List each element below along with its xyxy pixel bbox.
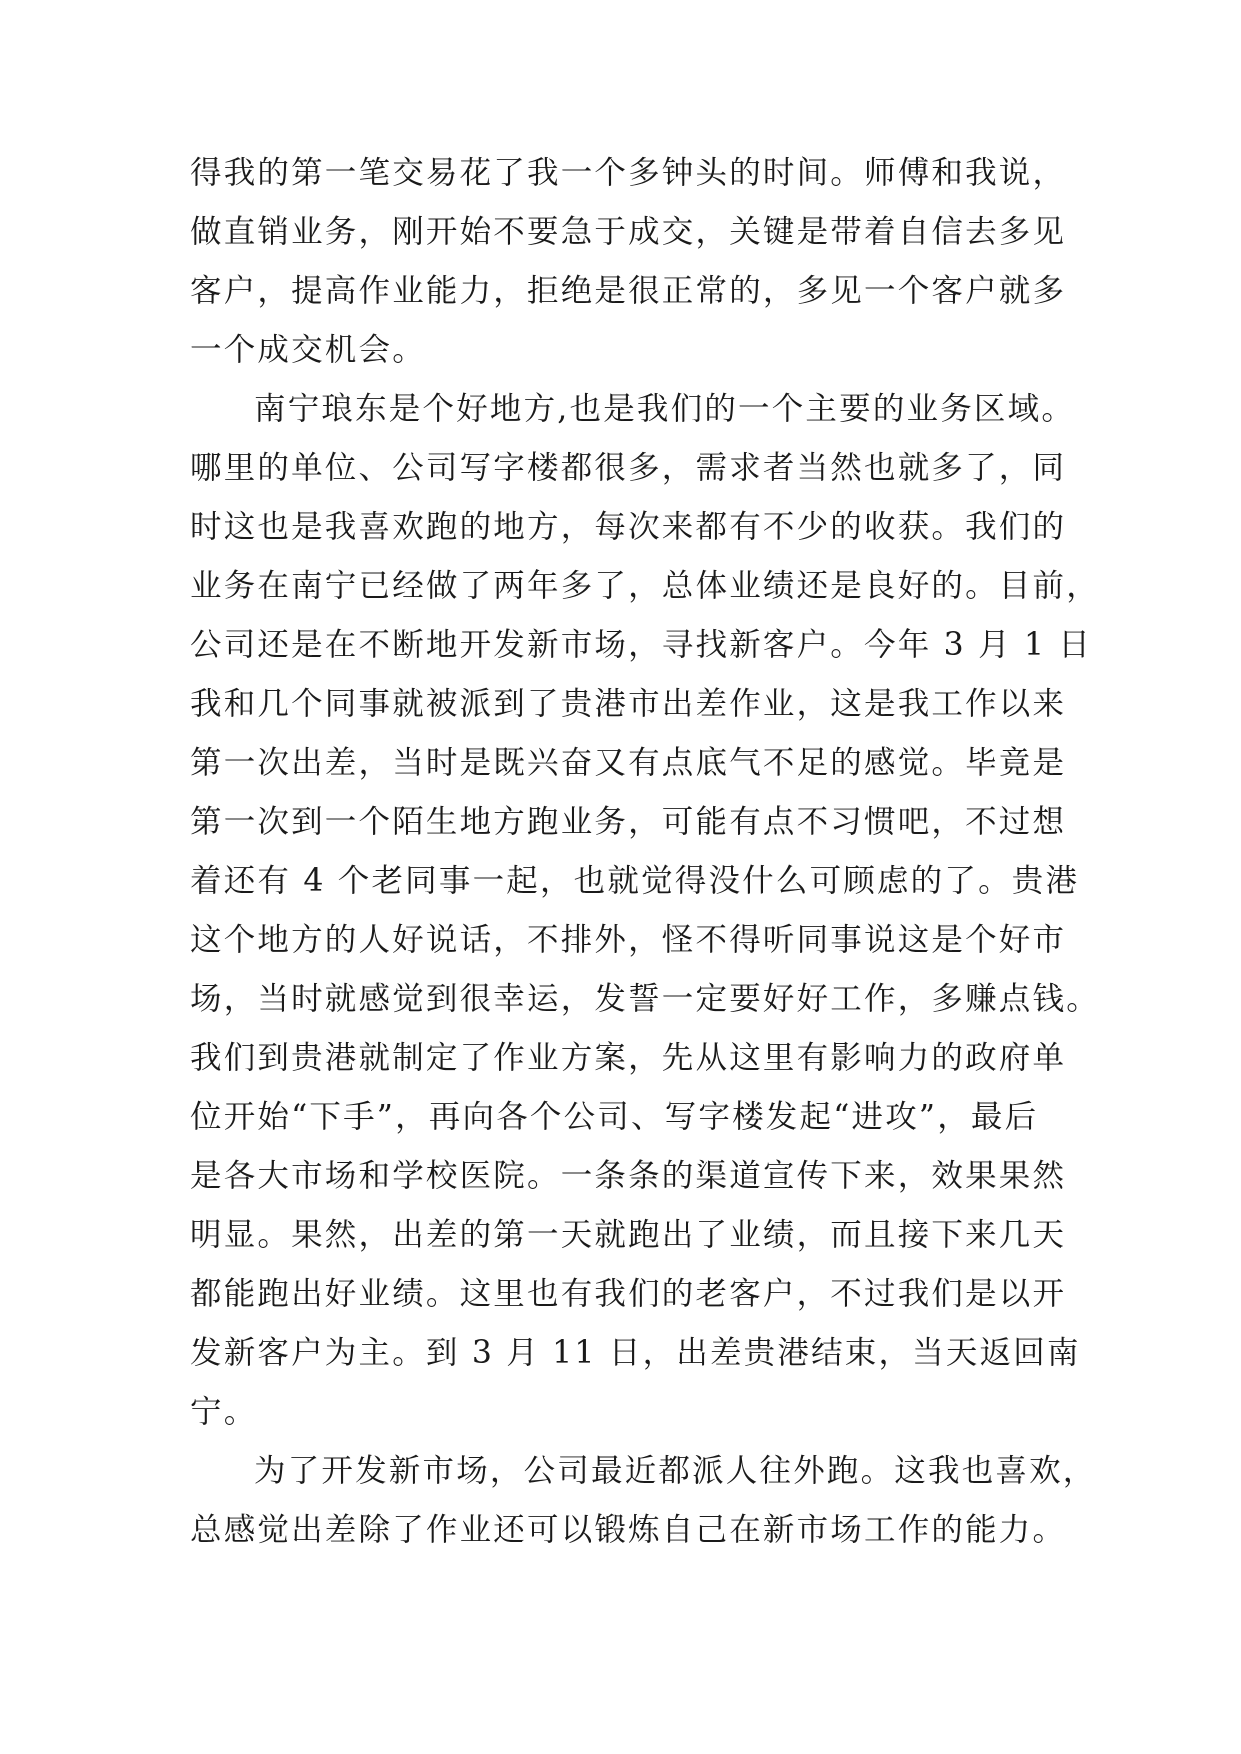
text-line: 这个地方的人好说话，不排外，怪不得听同事说这是个好市: [190, 922, 1067, 958]
text-line: 明显。果然，出差的第一天就跑出了业绩，而且接下来几天: [190, 1217, 1067, 1253]
text-line: 客户，提高作业能力，拒绝是很正常的，多见一个客户就多: [190, 273, 1067, 309]
text-line: 哪里的单位、公司写字楼都很多，需求者当然也就多了，同: [190, 450, 1067, 486]
text-line: 是各大市场和学校医院。一条条的渠道宣传下来，效果果然: [190, 1158, 1067, 1194]
text-line: 着还有 4 个老同事一起，也就觉得没什么可顾虑的了。贵港: [190, 863, 1080, 899]
text-line: 都能跑出好业绩。这里也有我们的老客户，不过我们是以开: [190, 1276, 1067, 1312]
text-line: 宁。: [190, 1394, 258, 1430]
text-line: 我们到贵港就制定了作业方案，先从这里有影响力的政府单: [190, 1040, 1067, 1076]
text-line: 第一次到一个陌生地方跑业务，可能有点不习惯吧，不过想: [190, 804, 1067, 840]
text-line: 时这也是我喜欢跑的地方，每次来都有不少的收获。我们的: [190, 509, 1067, 545]
text-line: 公司还是在不断地开发新市场，寻找新客户。今年 3 月 1 日: [190, 627, 1093, 663]
text-line: 我和几个同事就被派到了贵港市出差作业，这是我工作以来: [190, 686, 1067, 722]
text-line: 一个成交机会。: [190, 332, 426, 368]
text-line: 总感觉出差除了作业还可以锻炼自己在新市场工作的能力。: [190, 1512, 1067, 1548]
paragraph-first-line: 南宁琅东是个好地方,也是我们的一个主要的业务区域。: [254, 391, 1076, 427]
paragraph-first-line: 为了开发新市场，公司最近都派人往外跑。这我也喜欢，: [254, 1453, 1097, 1489]
text-line: 位开始“下手”，再向各个公司、写字楼发起“进攻”，最后: [190, 1099, 1039, 1135]
text-line: 场，当时就感觉到很幸运，发誓一定要好好工作，多赚点钱。: [190, 981, 1100, 1017]
text-line: 发新客户为主。到 3 月 11 日，出差贵港结束，当天返回南: [190, 1335, 1081, 1371]
text-line: 第一次出差，当时是既兴奋又有点底气不足的感觉。毕竟是: [190, 745, 1067, 781]
text-line: 业务在南宁已经做了两年多了，总体业绩还是良好的。目前，: [190, 568, 1100, 604]
text-line: 得我的第一笔交易花了我一个多钟头的时间。师傅和我说，: [190, 155, 1067, 191]
text-line: 做直销业务，刚开始不要急于成交，关键是带着自信去多见: [190, 214, 1067, 250]
